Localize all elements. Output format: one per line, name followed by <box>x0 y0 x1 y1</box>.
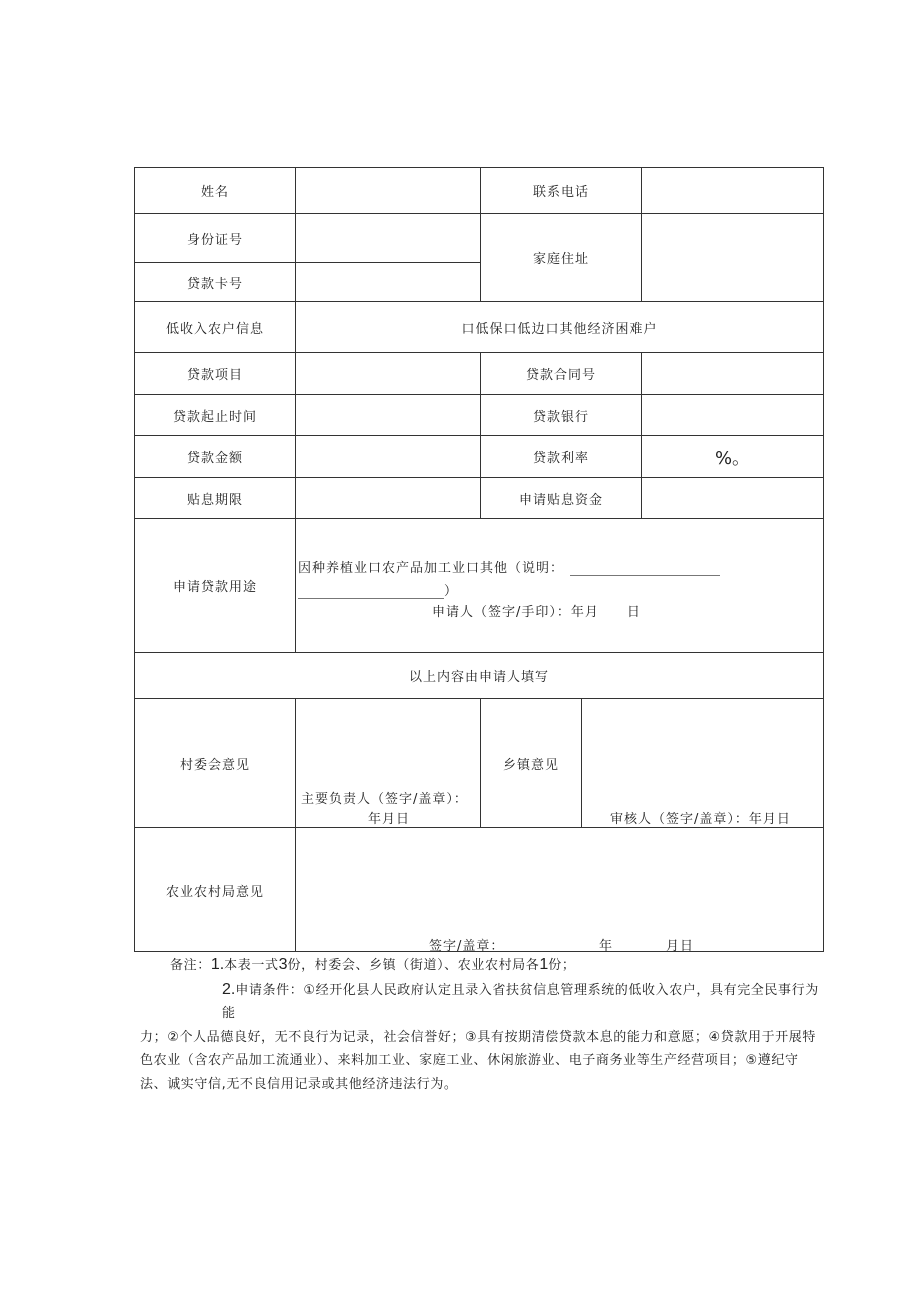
remark-1-text-a: 本表一式 <box>224 958 279 973</box>
id-number-label: 身份证号 <box>186 232 243 248</box>
address-label: 家庭住址 <box>532 252 589 267</box>
loan-project-label: 贷款项目 <box>186 368 243 383</box>
remark-2-line-4: 法、诚实守信,无不良信用记录或其他经济违法行为。 <box>140 1076 458 1092</box>
bureau-year: 年 <box>599 939 614 954</box>
remark-1-copies: 3 <box>278 956 288 973</box>
loan-period-field[interactable] <box>296 395 480 435</box>
remark-prefix: 备注： <box>170 958 211 973</box>
phone-field[interactable] <box>642 168 823 213</box>
interest-rate-field[interactable]: %。 <box>714 447 751 469</box>
interest-rate-label: 贷款利率 <box>532 451 589 466</box>
contract-number-field[interactable] <box>642 353 823 394</box>
remark-2-line-3: 色农业（含农产品加工流通业）、来料加工业、家庭工业、休闲旅游业、电子商务业等生产经营项目；⑤遵纪守 <box>140 1053 799 1068</box>
remark-1-number: 1. <box>210 956 225 973</box>
explanation-blank[interactable] <box>570 563 720 576</box>
township-label: 乡镇意见 <box>502 757 559 773</box>
subsidy-period-label: 贴息期限 <box>186 492 243 508</box>
loan-purpose-options[interactable] <box>298 557 720 576</box>
subsidy-amount-label: 申请贴息资金 <box>518 492 603 508</box>
loan-bank-label: 贷款银行 <box>532 409 589 425</box>
remark-1 <box>140 953 830 978</box>
remark-1-text-c: 份； <box>548 958 576 973</box>
loan-purpose-close: ） <box>444 584 459 599</box>
loan-subsidy-application-form <box>134 167 824 952</box>
loan-bank-field[interactable] <box>642 395 823 435</box>
loan-amount-label: 贷款金额 <box>186 451 243 466</box>
remark-2-text-1: 申请条件：①经开化县人民政府认定且录入省扶贫信息管理系统的低收入农户，具有完全民事行为能 <box>222 982 819 1021</box>
remark-2-number: 2. <box>222 980 236 998</box>
loan-purpose-options-text: 因种养植业口农产品加工业口其他（说明： <box>298 561 565 576</box>
bureau-month-day: 月日 <box>666 939 695 954</box>
remark-2-line-1 <box>140 978 830 1026</box>
applicant-signature: 申请人（签字/手印）：年月 日 <box>432 605 641 620</box>
township-reviewer-signature: 审核人（签字/盖章）：年月日 <box>610 812 791 827</box>
village-date: 年月日 <box>368 812 411 827</box>
remark-1-text-b: 份，村委会、乡镇（街道）、农业农村局各 <box>287 958 540 973</box>
loan-card-field[interactable] <box>296 263 480 301</box>
village-head-signature: 主要负责人（签字/盖章）： <box>301 792 468 807</box>
grid-line <box>295 518 296 652</box>
address-field[interactable] <box>642 214 823 301</box>
remark-2-line-2: 力；②个人品德良好，无不良行为记录，社会信誉好；③具有按期清偿贷款本息的能力和意愿；④贷款用于开展特 <box>140 1029 816 1045</box>
subsidy-amount-field[interactable] <box>642 478 823 518</box>
contract-number-label: 贷款合同号 <box>525 368 596 383</box>
bureau-signature: 签字/盖章： <box>429 939 505 954</box>
loan-amount-field[interactable] <box>296 436 480 477</box>
remarks <box>140 953 830 1096</box>
phone-label: 联系电话 <box>532 185 589 200</box>
applicant-filled-note: 以上内容由申请人填写 <box>408 670 549 685</box>
name-label: 姓名 <box>200 185 229 200</box>
grid-line <box>581 698 582 827</box>
explanation-blank-2[interactable] <box>298 586 444 599</box>
loan-project-field[interactable] <box>296 353 480 394</box>
loan-purpose-line2 <box>298 580 458 599</box>
loan-card-label: 贷款卡号 <box>186 276 243 292</box>
loan-purpose-label: 申请贷款用途 <box>172 580 257 595</box>
remark-1-each: 1 <box>539 956 549 973</box>
agriculture-bureau-label: 农业农村局意见 <box>165 884 264 900</box>
loan-period-label: 贷款起止时间 <box>172 409 257 425</box>
subsidy-period-field[interactable] <box>296 478 480 518</box>
grid-line <box>295 827 296 952</box>
low-income-label: 低收入农户信息 <box>165 321 264 337</box>
id-number-field[interactable] <box>296 214 480 262</box>
name-field[interactable] <box>296 168 480 213</box>
village-committee-label: 村委会意见 <box>179 757 250 773</box>
grid-line <box>295 698 296 827</box>
low-income-options[interactable]: 口低保口低边口其他经济困难户 <box>461 321 658 337</box>
